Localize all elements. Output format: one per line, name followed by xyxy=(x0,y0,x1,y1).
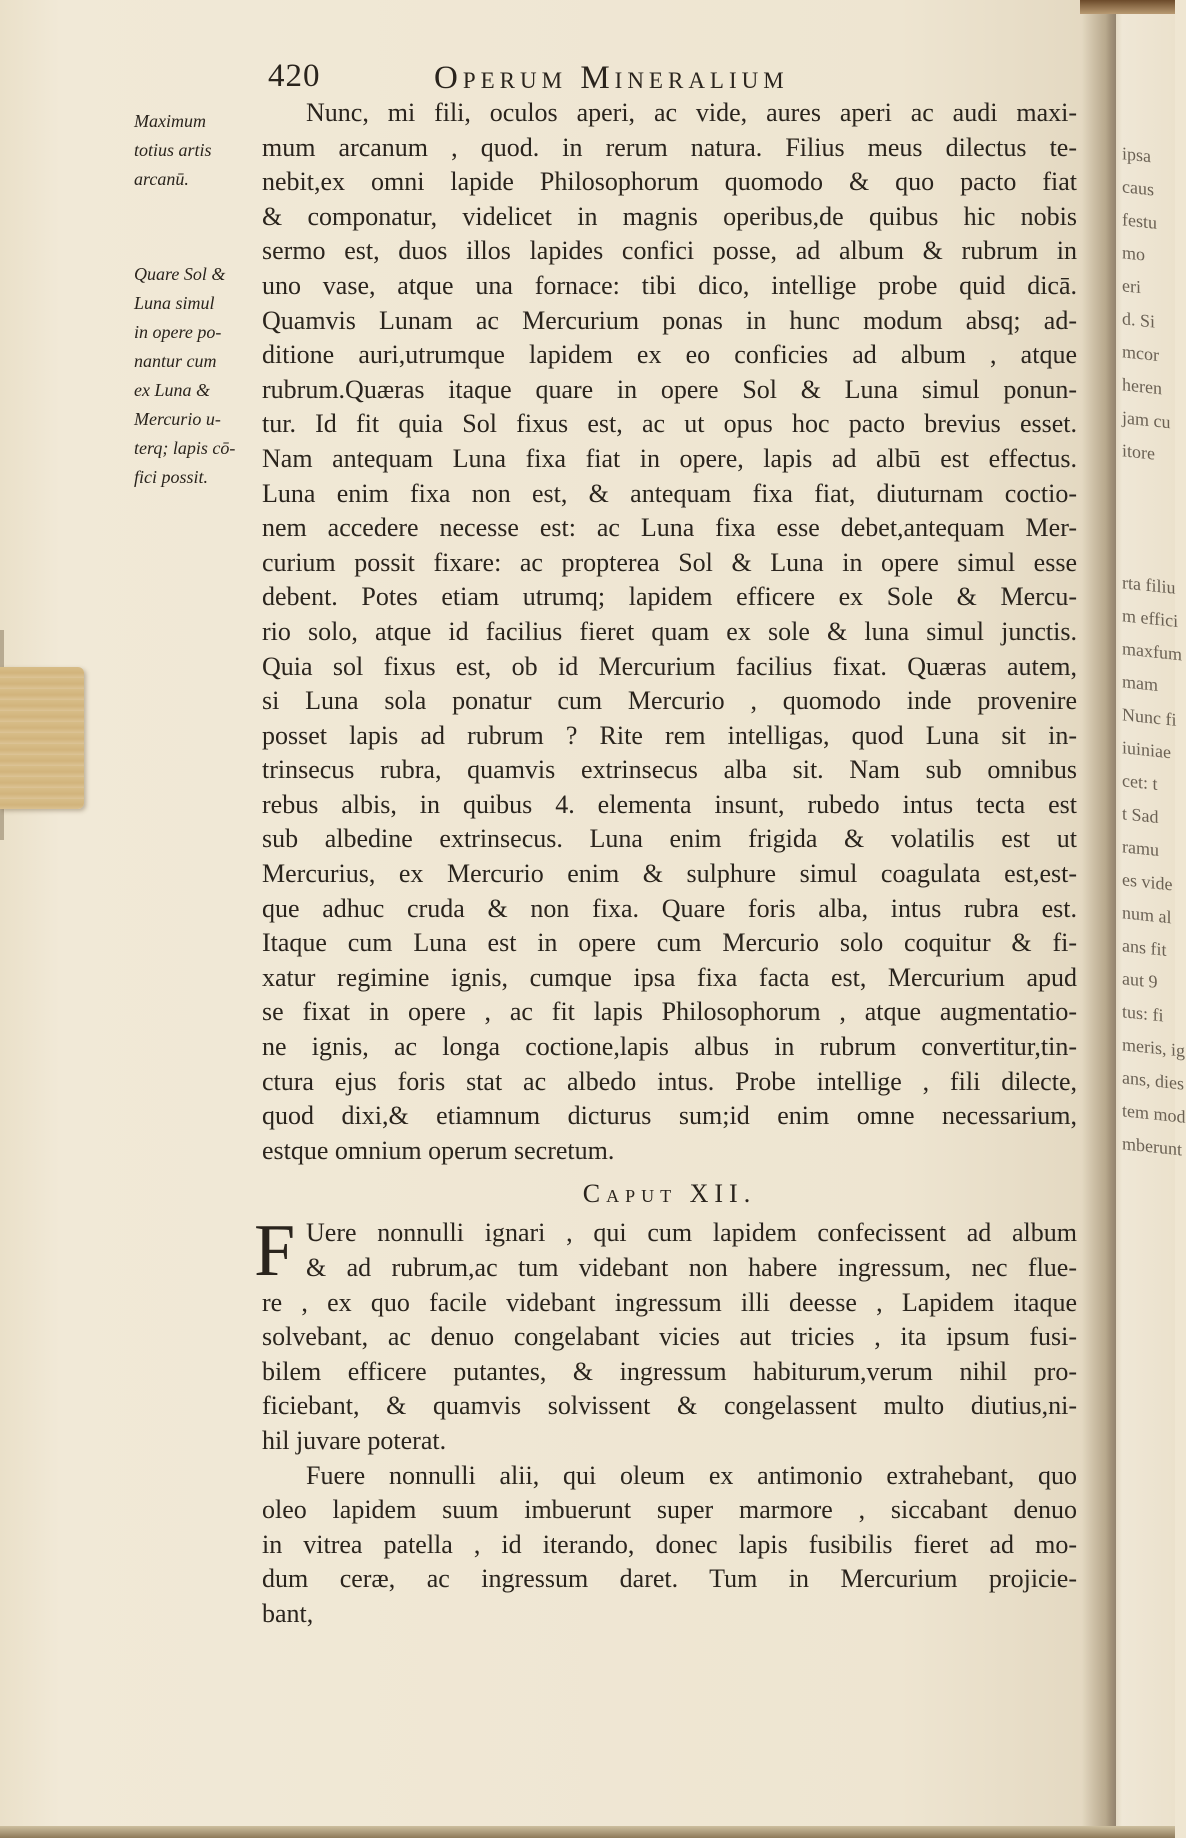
bleed-line xyxy=(1122,467,1175,506)
bleed-line: mcor xyxy=(1122,341,1159,366)
text-line: & componatur, videlicet in magnis operibus,de quibus hic nobis xyxy=(262,201,1077,231)
bleed-line: t Sad xyxy=(1122,803,1159,828)
bleed-line: ans fit xyxy=(1122,935,1167,960)
text-line: Quamvis Lunam ac Mercurium ponas in hunc modum absq; ad- xyxy=(262,305,1077,335)
text-line: ne ignis, ac longa coctione,lapis albus in rubrum convertitur,tin- xyxy=(262,1032,1077,1062)
text-line: hil juvare poterat. xyxy=(262,1425,447,1455)
text-line: ctura ejus foris stat ac albedo intus. Probe intellige , fili dilecte, xyxy=(262,1066,1077,1096)
margin-notes xyxy=(134,107,272,492)
bleed-line: iuiniae xyxy=(1122,737,1171,763)
bleed-line: d. Si xyxy=(1122,308,1156,332)
text-line: bilem efficere putantes, & ingressum habiturum,verum nihil pro- xyxy=(262,1356,1077,1386)
text-line: Mercurius, ex Mercurio enim & sulphure simul coagulata est,est- xyxy=(262,859,1077,889)
bleed-line: ipsa xyxy=(1122,143,1151,167)
text-line: Quia sol fixus est, ob id Mercurium facilius fixat. Quæras autem, xyxy=(262,651,1077,681)
bleed-line: heren xyxy=(1122,374,1162,399)
bleed-line: mo xyxy=(1122,242,1146,265)
chapter-heading: Caput XII. xyxy=(582,1179,757,1209)
bleed-line: festu xyxy=(1122,209,1157,233)
text-line: nem accedere necesse est: ac Luna fixa esse debet,antequam Mer- xyxy=(262,513,1077,543)
bleed-line xyxy=(1122,500,1175,539)
text-line: si Luna sola ponatur cum Mercurio , quomodo inde provenire xyxy=(262,686,1077,716)
text-line: posset lapis ad rubrum ? Rite rem intelligas, quod Luna sit in- xyxy=(262,720,1077,750)
bookmark-ribbon xyxy=(0,667,84,809)
book-edge-bottom xyxy=(0,1826,1175,1838)
text-line: curium possit fixare: ac propterea Sol & Luna in opere simul esse xyxy=(262,547,1077,577)
gutter-shadow xyxy=(1082,0,1116,1838)
bleed-line xyxy=(1122,533,1175,572)
text-line: Nunc, mi fili, oculos aperi, ac vide, aures aperi ac audi maxi- xyxy=(306,98,1077,127)
bleed-line: ans, dies xyxy=(1122,1067,1184,1094)
text-line: Nam antequam Luna fixa fiat in opere, lapis ad albū est effectus. xyxy=(262,443,1077,473)
bleed-line: ramu xyxy=(1122,836,1159,861)
text-line: re , ex quo facile videbant ingressum illi deesse , Lapidem itaque xyxy=(262,1287,1077,1317)
bleed-line: mam xyxy=(1122,671,1158,695)
page-header xyxy=(268,58,988,98)
margin-note: Maximum totius artis arcanū. xyxy=(134,111,212,189)
text-line: Itaque cum Luna est in opere cum Mercurio solo coquitur & fi- xyxy=(262,928,1077,958)
text-line: nebit,ex omni lapide Philosophorum quomodo & quo pacto fiat xyxy=(262,167,1077,197)
catchword: bant, xyxy=(262,1598,314,1628)
bleed-line: rta filiu xyxy=(1122,572,1176,598)
text-line: Luna enim fixa non est, & antequam fixa fiat, diuturnam coctio- xyxy=(262,478,1077,508)
text-line: mum arcanum , quod. in rerum natura. Filius meus dilectus te- xyxy=(262,132,1077,162)
facing-page-bleed-through xyxy=(1122,140,1186,1740)
bleed-line: m effici xyxy=(1122,605,1179,632)
book-edge-top xyxy=(1080,0,1175,14)
text-line: sermo est, duos illos lapides confici posse, ad album & rubrum in xyxy=(262,236,1077,266)
bleed-line: caus xyxy=(1122,176,1154,200)
text-line: rubrum.Quæras itaque quare in opere Sol & Luna simul ponun- xyxy=(262,374,1077,404)
bleed-line: tem mod xyxy=(1122,1100,1186,1127)
text-line: solvebant, ac denuo congelabant vicies aut tricies , ita ipsum fusi- xyxy=(262,1322,1077,1352)
text-line: rebus albis, in quibus 4. elementa insunt, rubedo intus tecta est xyxy=(262,789,1077,819)
bleed-line: tus: fi xyxy=(1122,1001,1164,1026)
paragraph-main xyxy=(262,96,1077,1168)
running-head: Operum Mineralium xyxy=(434,60,789,96)
text-line: tur. Id fit quia Sol fixus est, ac ut opus hoc pacto brevius esset. xyxy=(262,409,1077,439)
bleed-line: cet: t xyxy=(1122,770,1158,794)
text-line: que adhuc cruda & non fixa. Quare foris alba, intus rubra est. xyxy=(262,893,1077,923)
text-line: trinsecus rubra, quamvis extrinsecus alba sit. Nam sub omnibus xyxy=(262,755,1077,785)
text-line: Fuere nonnulli alii, qui oleum ex antimonio extrahebant, quo xyxy=(306,1460,1077,1490)
text-line: xatur regimine ignis, cumque ipsa fixa facta est, Mercurium apud xyxy=(262,962,1077,992)
text-line: ficiebant, & quamvis solvissent & congelassent multo diutius,ni- xyxy=(262,1391,1077,1421)
bleed-line: maxfum xyxy=(1122,638,1182,665)
text-line: estque omnium operum secretum. xyxy=(262,1135,615,1165)
text-line: uno vase, atque una fornace: tibi dico, intellige probe quid dicā. xyxy=(262,270,1077,300)
bleed-line: es vide xyxy=(1122,869,1173,895)
text-line: Uere nonnulli ignari , qui cum lapidem confecissent ad album xyxy=(306,1218,1077,1248)
bleed-line: aut 9 xyxy=(1122,968,1158,992)
text-line: oleo lapidem suum imbuerunt super marmore , siccabant denuo xyxy=(262,1495,1077,1525)
text-line: in vitrea patella , id iterando, donec lapis fusibilis fieret ad mo- xyxy=(262,1529,1077,1559)
paragraph-chapter-opening xyxy=(254,1210,1077,1458)
body-text xyxy=(254,96,1077,1632)
text-line: sub albedine extrinsecus. Luna enim frigida & volatilis est ut xyxy=(262,824,1077,854)
bleed-line: eri xyxy=(1122,275,1141,298)
text-line: rio solo, atque id facilius fieret quam ex sole & luna simul junctis. xyxy=(262,616,1077,646)
bleed-line: Nunc fi xyxy=(1122,704,1177,730)
text-line: debent. Potes etiam utrumq; lapidem efficere ex Sole & Mercu- xyxy=(262,582,1077,612)
drop-cap: F xyxy=(254,1210,296,1293)
bleed-line: mberunt xyxy=(1122,1133,1182,1160)
page-number: 420 xyxy=(268,58,321,94)
bleed-line: meris, ig xyxy=(1122,1034,1185,1061)
bleed-line: jam cu xyxy=(1122,407,1171,433)
text-line: quod dixi,& etiamnum dicturus sum;id enim omne necessarium, xyxy=(262,1101,1077,1131)
margin-note: Quare Sol & Luna simul in opere po- nantur cum ex Luna & Mercurio u- terq; lapis cō- fici possit. xyxy=(134,264,236,487)
bleed-line: itore xyxy=(1122,440,1155,464)
text-line: ditione auri,utrumque lapidem ex eo conficies ad album , atque xyxy=(262,340,1077,370)
text-line: & ad rubrum,ac tum videbant non habere ingressum, nec flue- xyxy=(306,1253,1077,1282)
paragraph-second xyxy=(262,1459,1077,1597)
bleed-line: num al xyxy=(1122,902,1172,928)
text-line: dum ceræ, ac ingressum daret. Tum in Mercurium projicie- xyxy=(262,1564,1077,1594)
text-line: se fixat in opere , ac fit lapis Philosophorum , atque augmentatio- xyxy=(262,997,1077,1027)
